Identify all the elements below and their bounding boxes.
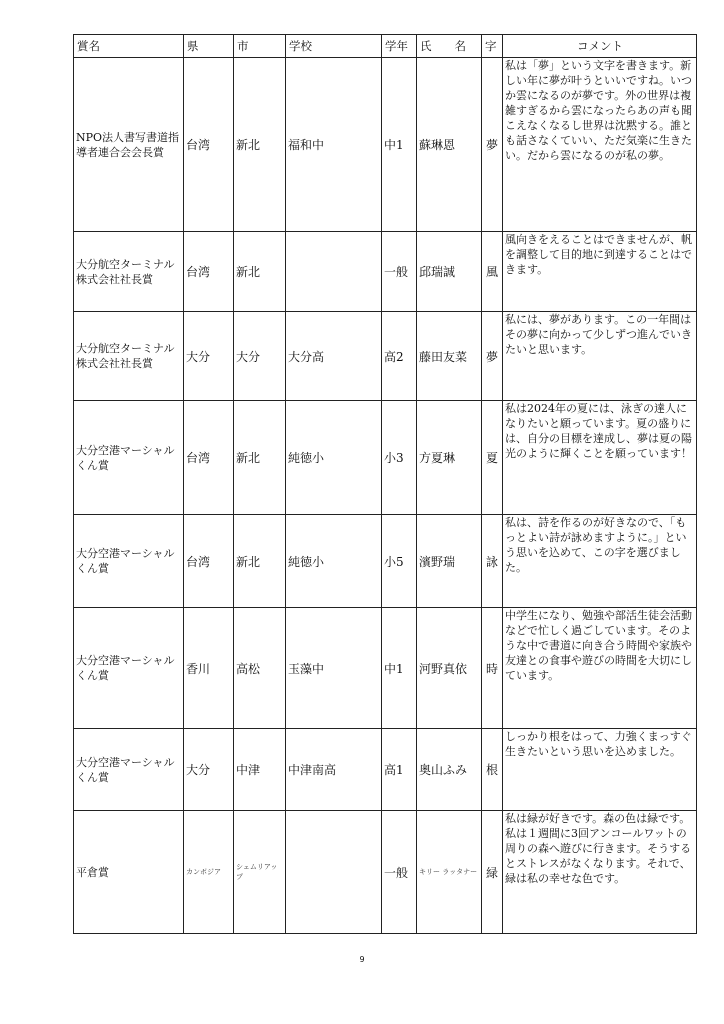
- name-cell: 蘇琳恩: [417, 58, 482, 232]
- school-cell: 純徳小: [286, 401, 382, 515]
- school-cell: [286, 232, 382, 312]
- comment-cell: 私は、詩を作るのが好きなので、「もっとよい詩が詠めますように。」という思いを込めて、この字を選びました。: [503, 515, 697, 608]
- school-cell: 福和中: [286, 58, 382, 232]
- table-row: [74, 232, 697, 312]
- table-row: [74, 312, 697, 401]
- prefecture-cell: 大分: [184, 312, 234, 401]
- table-row: [74, 608, 697, 729]
- character-cell: 詠: [482, 515, 503, 608]
- character-cell: 夏: [482, 401, 503, 515]
- header-row: [74, 35, 697, 58]
- city-cell: 新北: [234, 58, 286, 232]
- grade-cell: 一般: [382, 811, 417, 934]
- name-cell: 河野真依: [417, 608, 482, 729]
- award-cell: 大分航空ターミナル株式会社社長賞: [74, 232, 184, 312]
- grade-cell: 高2: [382, 312, 417, 401]
- header-city: 市: [234, 35, 286, 58]
- page-number: 9: [359, 955, 365, 964]
- award-cell: 平倉賞: [74, 811, 184, 934]
- header-award: 賞名: [74, 35, 184, 58]
- comment-cell: 私には、夢があります。この一年間はその夢に向かって少しずつ進んでいきたいと思います。: [503, 312, 697, 401]
- grade-cell: 小5: [382, 515, 417, 608]
- header-school: 学校: [286, 35, 382, 58]
- name-cell: 藤田友菜: [417, 312, 482, 401]
- school-cell: 純徳小: [286, 515, 382, 608]
- grade-cell: 中1: [382, 608, 417, 729]
- prefecture-cell: 台湾: [184, 58, 234, 232]
- comment-cell: 私は緑が好きです。森の色は緑です。私は１週間に3回アンコールワットの周りの森へ遊びに行きます。そうするとストレスがなくなります。それで、緑は私の幸せな色です。: [503, 811, 697, 934]
- grade-cell: 中1: [382, 58, 417, 232]
- comment-cell: しっかり根をはって、力強くまっすぐ生きたいという思いを込めました。: [503, 729, 697, 811]
- school-cell: 中津南高: [286, 729, 382, 811]
- grade-cell: 一般: [382, 232, 417, 312]
- name-cell: 濱野瑞: [417, 515, 482, 608]
- prefecture-cell: 台湾: [184, 232, 234, 312]
- character-cell: 根: [482, 729, 503, 811]
- header-prefecture: 県: [184, 35, 234, 58]
- city-cell: 新北: [234, 232, 286, 312]
- header-name: 氏 名: [417, 35, 482, 58]
- award-cell: 大分航空ターミナル株式会社社長賞: [74, 312, 184, 401]
- character-cell: 時: [482, 608, 503, 729]
- header-character: 字: [482, 35, 503, 58]
- header-grade: 学年: [382, 35, 417, 58]
- prefecture-cell: 香川: [184, 608, 234, 729]
- awards-table: [73, 34, 697, 934]
- school-cell: [286, 811, 382, 934]
- table-row: [74, 729, 697, 811]
- grade-cell: 高1: [382, 729, 417, 811]
- table-row: [74, 811, 697, 934]
- city-cell: 新北: [234, 515, 286, 608]
- prefecture-cell: カンボジア: [184, 811, 234, 934]
- character-cell: 夢: [482, 58, 503, 232]
- character-cell: 夢: [482, 312, 503, 401]
- city-cell: 中津: [234, 729, 286, 811]
- award-cell: 大分空港マーシャルくん賞: [74, 515, 184, 608]
- table-row: [74, 401, 697, 515]
- prefecture-cell: 台湾: [184, 515, 234, 608]
- prefecture-cell: 大分: [184, 729, 234, 811]
- name-cell: 奥山ふみ: [417, 729, 482, 811]
- character-cell: 緑: [482, 811, 503, 934]
- city-cell: 大分: [234, 312, 286, 401]
- prefecture-cell: 台湾: [184, 401, 234, 515]
- name-cell: 邱瑞誠: [417, 232, 482, 312]
- award-cell: 大分空港マーシャルくん賞: [74, 401, 184, 515]
- name-cell: キリー ラッタナー: [417, 811, 482, 934]
- name-cell: 方夏琳: [417, 401, 482, 515]
- comment-cell: 中学生になり、勉強や部活生徒会活動などで忙しく過ごしています。そのような中で書道に向き合う時間や家族や友達との食事や遊びの時間を大切にしています。: [503, 608, 697, 729]
- school-cell: 大分高: [286, 312, 382, 401]
- award-cell: 大分空港マーシャルくん賞: [74, 608, 184, 729]
- header-comment: コメント: [503, 35, 697, 58]
- city-cell: 新北: [234, 401, 286, 515]
- award-cell: 大分空港マーシャルくん賞: [74, 729, 184, 811]
- table-row: [74, 515, 697, 608]
- grade-cell: 小3: [382, 401, 417, 515]
- table-row: [74, 58, 697, 232]
- school-cell: 玉藻中: [286, 608, 382, 729]
- comment-cell: 私は「夢」という文字を書きます。新しい年に夢が叶うといいですね。いつか雲になるのが夢です。外の世界は複雑すぎるから雲になったらあの声も聞こえなくなるし世界は沈黙する。誰とも話さなくていい、ただ気楽に生きたい。だから雲になるのが私の夢。: [503, 58, 697, 232]
- city-cell: シェムリアップ: [234, 811, 286, 934]
- comment-cell: 風向きをえることはできませんが、帆を調整して目的地に到達することはできます。: [503, 232, 697, 312]
- character-cell: 風: [482, 232, 503, 312]
- city-cell: 高松: [234, 608, 286, 729]
- award-cell: NPO法人書写書道指導者連合会会長賞: [74, 58, 184, 232]
- comment-cell: 私は2024年の夏には、泳ぎの達人になりたいと願っています。夏の盛りには、自分の目標を達成し、夢は夏の陽光のように輝くことを願っています！: [503, 401, 697, 515]
